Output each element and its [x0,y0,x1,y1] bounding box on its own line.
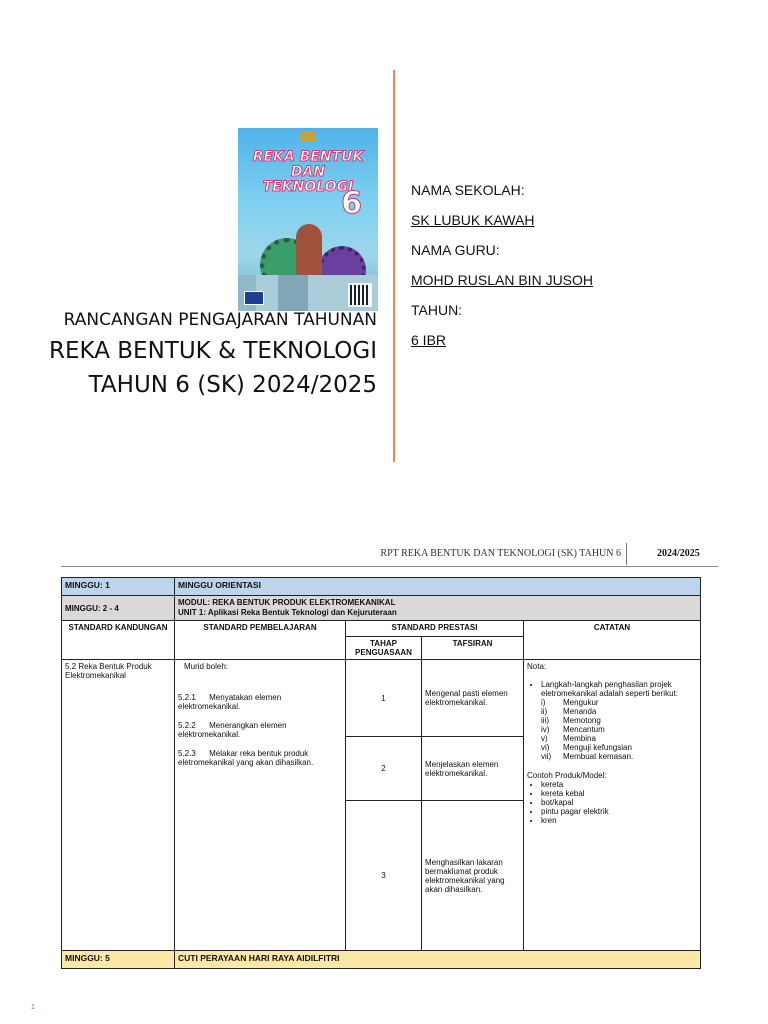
col-tafsiran: TAFSIRAN [422,637,524,660]
sp-item: 5.2.2 Menerangkan elemen elektromekanikal. [178,721,287,739]
steps-list [541,698,697,761]
list-item: • kereta kebal [541,789,697,798]
sp-item: 5.2.3 Melakar reka bentuk produk eletromekanikal yang akan dihasilkan. [178,749,314,767]
catatan-note: Nota: [527,662,547,671]
rpt-table [61,577,701,969]
list-item: ii) Menanda [541,707,597,716]
page-header-year: 2024/2025 [657,548,700,559]
school-value: SK LUBUK KAWAH [411,212,535,228]
list-item: i) Mengukur [541,698,599,707]
list-item: • kren [541,816,697,825]
header-separator [626,543,627,565]
cover-title-line1: RANCANGAN PENGAJARAN TAHUNAN [63,310,377,330]
col-standard-prestasi: STANDARD PRESTASI [346,621,524,637]
tafsiran-3: Menghasilkan lakaran bermaklumat produk elektromekanikal yang akan dihasilkan. [422,801,524,951]
tahap-2: 2 [346,737,422,801]
col-standard-pembelajaran: STANDARD PEMBELAJARAN [175,621,346,660]
page-header-title: RPT REKA BENTUK DAN TEKNOLOGI (SK) TAHUN 6 [380,548,621,559]
teacher-value: MOHD RUSLAN BIN JUSOH [411,272,594,288]
unit-line: UNIT 1: Aplikasi Reka Bentuk Teknologi dan Kejuruteraan [178,608,397,617]
list-item: iii) Memotong [541,716,601,725]
teacher-label: NAMA GURU: [411,242,500,258]
tafsiran-2: Menjelaskan elemen elektromekanikal. [422,737,524,801]
table-header-row [62,621,701,637]
cover-title-line3: TAHUN 6 (SK) 2024/2025 [88,372,377,398]
standard-pembelajaran-cell [175,660,346,951]
tahap-1: 1 [346,660,422,737]
list-item: v) Membina [541,734,596,743]
table-row [62,578,701,596]
week1-label: MINGGU: 1 [62,578,175,596]
cover-divider-line [393,70,395,462]
week5-label: MINGGU: 5 [62,951,175,969]
header-rule [61,566,718,567]
textbook-cover-image [238,128,378,311]
list-item: vii) Membuat kemasan. [541,752,634,761]
qr-code-icon [348,283,372,307]
list-item: • kereta [541,780,697,789]
week2-label: MINGGU: 2 - 4 [62,596,175,621]
person-illustration [296,224,322,276]
week5-value: CUTI PERAYAAN HARI RAYA AIDILFITRI [175,951,701,969]
cover-title-line2: REKA BENTUK & TEKNOLOGI [49,338,377,364]
col-catatan: CATATAN [524,621,701,660]
module-unit-cell [175,596,701,621]
school-label: NAMA SEKOLAH: [411,182,525,198]
table-row [62,596,701,621]
list-item: • bot/kapal [541,798,697,807]
catatan-bullet: • Langkah-langkah penghasilan projek eletromekanikal adalah seperti berikut: i) Mengukur ii) Menanda iii) Memotong iv) Mencantum v) Membina vi) Menguji kefungsian vii) Membuat kemasan. [541,680,697,761]
crest-icon [300,132,316,142]
module-line: MODUL: REKA BENTUK PRODUK ELEKTROMEKANIKAL [178,598,396,607]
table-row [62,660,701,737]
book-cover-title-line1: REKA BENTUK [252,149,364,165]
catatan-cell [524,660,701,951]
sp-intro: Murid boleh: [184,662,229,671]
week1-value: MINGGU ORIENTASI [175,578,701,596]
list-item: iv) Mencantum [541,725,605,734]
book-cover-grade: 6 [341,186,362,221]
col-standard-kandungan: STANDARD KANDUNGAN [62,621,175,660]
examples-label: Contoh Produk/Model: [527,771,607,780]
standard-kandungan-cell: 5.2 Reka Bentuk Produk Elektromekanikal [62,660,175,951]
col-tahap-penguasaan: TAHAP PENGUASAAN [346,637,422,660]
kssr-logo [244,291,264,305]
list-item: vi) Menguji kefungsian [541,743,632,752]
examples-list [527,780,697,825]
year-label: TAHUN: [411,302,463,318]
tahap-3: 3 [346,801,422,951]
book-cover-title-line2: DAN TEKNOLOGI [262,164,354,195]
list-item: • pintu pagar elektrik [541,807,697,816]
year-value: 6 IBR [411,332,447,348]
tafsiran-1: Mengenal pasti elemen elektromekanikal. [422,660,524,737]
table-row [62,951,701,969]
sp-item: 5.2.1 Menyatakan elemen elektromekanikal. [178,693,282,711]
page-number: 1 [31,1004,35,1011]
